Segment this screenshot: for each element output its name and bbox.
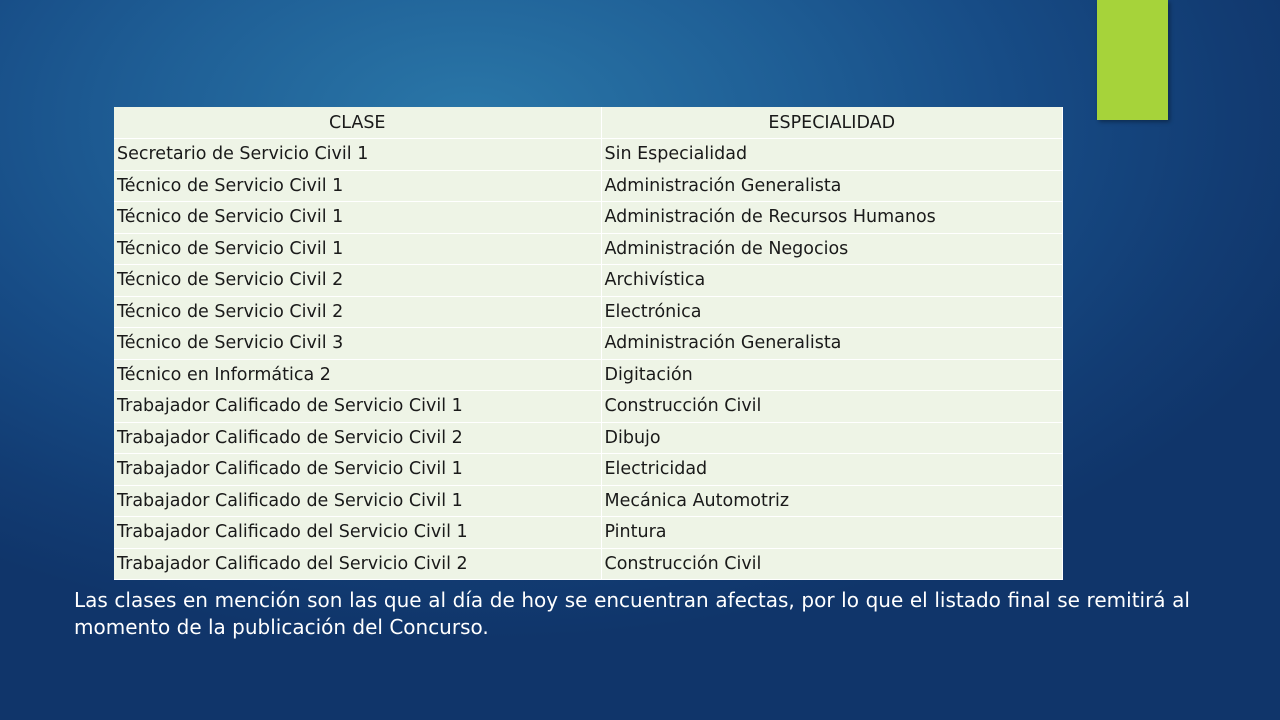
- cell-especialidad: Sin Especialidad: [601, 139, 1063, 171]
- cell-clase: Trabajador Calificado de Servicio Civil 1: [114, 485, 601, 517]
- accent-bar: [1097, 0, 1168, 120]
- cell-clase: Técnico de Servicio Civil 3: [114, 328, 601, 360]
- table-row: [114, 296, 1063, 328]
- classes-table-container: [114, 107, 1063, 580]
- table-row: [114, 517, 1063, 549]
- cell-clase: Trabajador Calificado de Servicio Civil 1: [114, 454, 601, 486]
- table-row: [114, 391, 1063, 423]
- cell-especialidad: Administración Generalista: [601, 328, 1063, 360]
- cell-especialidad: Construcción Civil: [601, 391, 1063, 423]
- classes-table: [114, 107, 1063, 580]
- cell-especialidad: Construcción Civil: [601, 548, 1063, 580]
- table-row: [114, 548, 1063, 580]
- cell-especialidad: Electricidad: [601, 454, 1063, 486]
- cell-especialidad: Digitación: [601, 359, 1063, 391]
- cell-clase: Técnico de Servicio Civil 2: [114, 296, 601, 328]
- table-row: [114, 170, 1063, 202]
- table-row: [114, 422, 1063, 454]
- cell-especialidad: Administración de Negocios: [601, 233, 1063, 265]
- column-header-especialidad: ESPECIALIDAD: [601, 107, 1063, 139]
- table-row: [114, 328, 1063, 360]
- cell-clase: Técnico de Servicio Civil 1: [114, 170, 601, 202]
- cell-clase: Técnico en Informática 2: [114, 359, 601, 391]
- cell-clase: Trabajador Calificado de Servicio Civil 2: [114, 422, 601, 454]
- cell-clase: Técnico de Servicio Civil 1: [114, 233, 601, 265]
- cell-clase: Trabajador Calificado del Servicio Civil 2: [114, 548, 601, 580]
- column-header-clase: CLASE: [114, 107, 601, 139]
- table-row: [114, 139, 1063, 171]
- table-row: [114, 233, 1063, 265]
- cell-clase: Trabajador Calificado del Servicio Civil 1: [114, 517, 601, 549]
- table-row: [114, 485, 1063, 517]
- table-row: [114, 454, 1063, 486]
- cell-clase: Secretario de Servicio Civil 1: [114, 139, 601, 171]
- table-body: [114, 139, 1063, 580]
- cell-especialidad: Archivística: [601, 265, 1063, 297]
- table-row: [114, 265, 1063, 297]
- cell-clase: Trabajador Calificado de Servicio Civil 1: [114, 391, 601, 423]
- table-header-row: [114, 107, 1063, 139]
- footnote-text: Las clases en mención son las que al día de hoy se encuentran afectas, por lo que el listado final se remitirá al momento de la publicación del Concurso.: [74, 588, 1190, 639]
- cell-clase: Técnico de Servicio Civil 2: [114, 265, 601, 297]
- table-row: [114, 202, 1063, 234]
- cell-especialidad: Dibujo: [601, 422, 1063, 454]
- cell-especialidad: Electrónica: [601, 296, 1063, 328]
- cell-especialidad: Administración de Recursos Humanos: [601, 202, 1063, 234]
- cell-clase: Técnico de Servicio Civil 1: [114, 202, 601, 234]
- cell-especialidad: Mecánica Automotriz: [601, 485, 1063, 517]
- table-row: [114, 359, 1063, 391]
- cell-especialidad: Administración Generalista: [601, 170, 1063, 202]
- cell-especialidad: Pintura: [601, 517, 1063, 549]
